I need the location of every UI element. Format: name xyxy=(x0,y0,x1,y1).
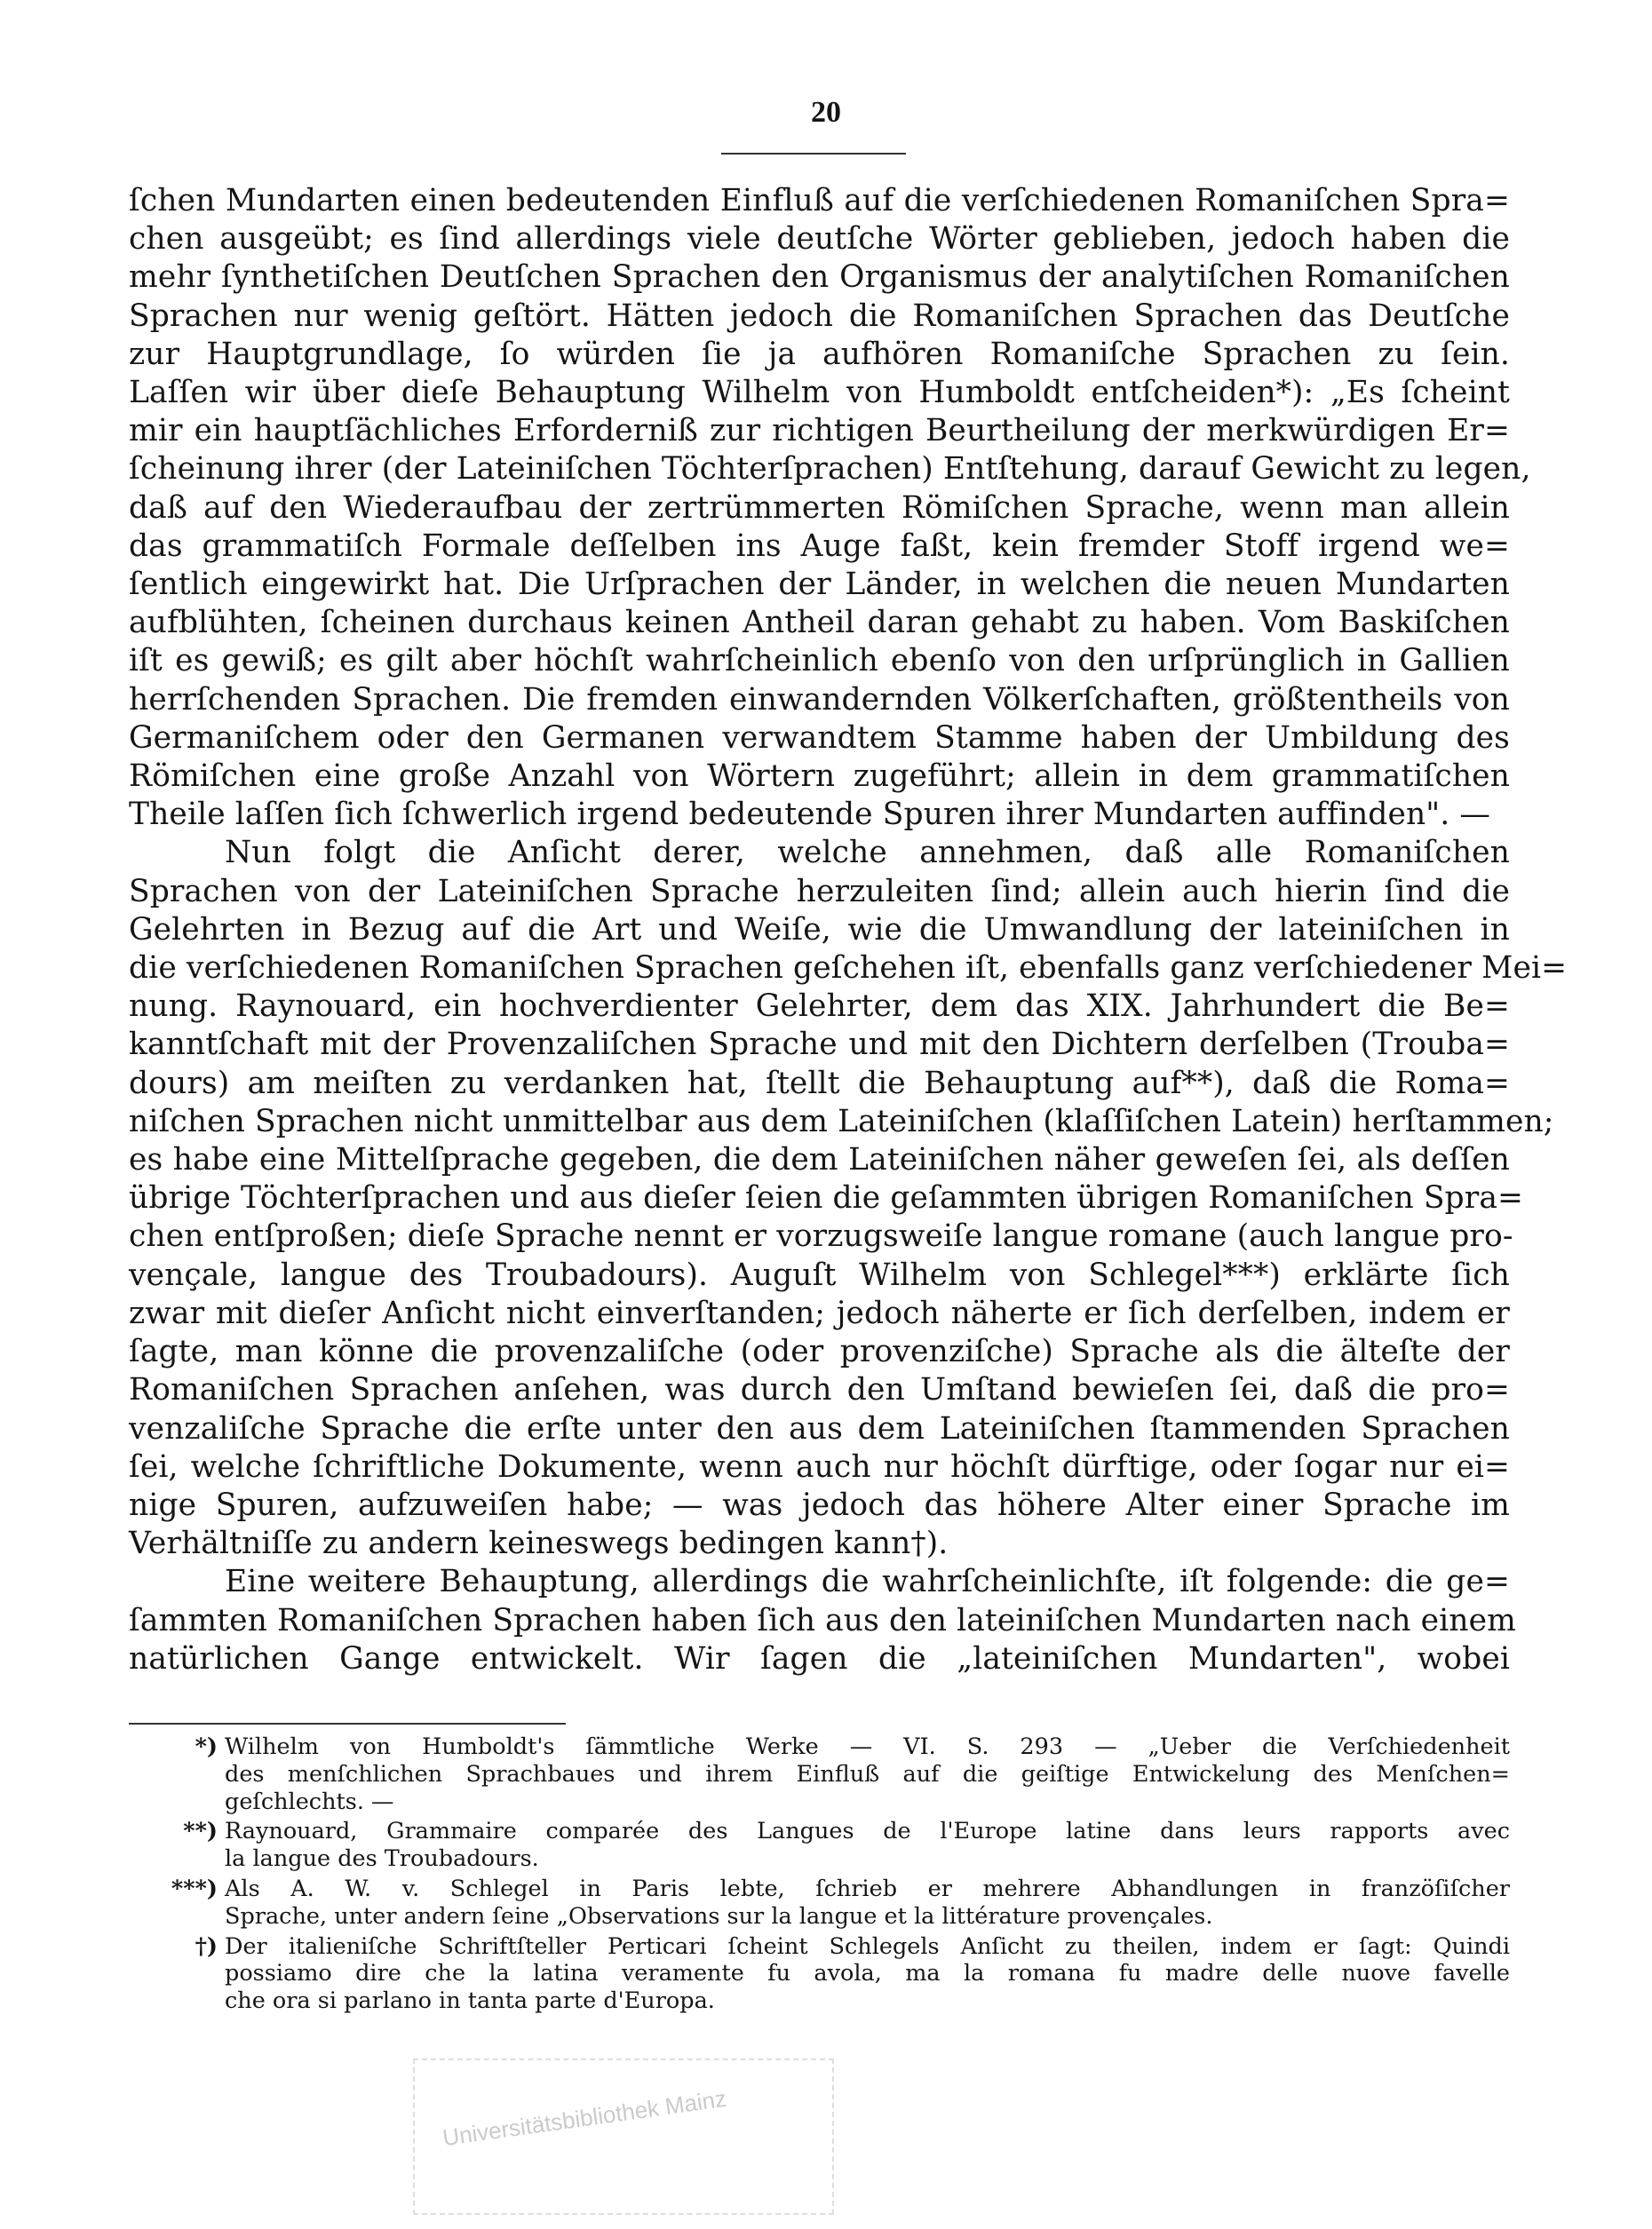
body-text xyxy=(129,182,1568,1678)
header-rule xyxy=(721,153,906,155)
footnote-mark: *) xyxy=(195,1733,218,1760)
footnote-line: Der italieniſche Schriftſteller Perticari ſcheint Schlegels Anſicht zu theilen, indem er ſagt: Quindi xyxy=(225,1932,1510,1960)
footnote xyxy=(129,1933,1510,2015)
body-line: Theile laſſen ſich ſchwerlich irgend bedeutende Spuren ihrer Mundarten auffinden". — xyxy=(129,797,1491,833)
footnote-line: che ora si parlano in tanta parte d'Europa. xyxy=(225,1987,715,2015)
body-line: nung. Raynouard, ein hochverdienter Gelehrter, dem das XIX. Jahrhundert die Be= xyxy=(129,988,1510,1025)
body-line: Sprachen nur wenig geſtört. Hätten jedoch die Romaniſchen Sprachen das Deutſche xyxy=(129,297,1510,334)
footnote xyxy=(129,1876,1510,1931)
body-line: dours) am meiſten zu verdanken hat, ſtellt die Behauptung auf**), daß die Roma= xyxy=(129,1065,1510,1101)
body-line: das grammatiſch Formale deſſelben ins Auge faßt, kein fremder Stoff irgend we= xyxy=(129,528,1510,564)
body-line: ſentlich eingewirkt hat. Die Urſprachen der Länder, in welchen die neuen Mundarten xyxy=(129,567,1510,603)
body-line: niſchen Sprachen nicht unmittelbar aus dem Lateiniſchen (klaſſiſchen Latein) herſtammen; xyxy=(129,1103,1554,1139)
footnote xyxy=(129,1818,1510,1873)
body-line: zwar mit dieſer Anſicht nicht einverſtanden; jedoch näherte er ſich derſelben, indem er xyxy=(129,1295,1510,1331)
body-line: chen ausgeübt; es ſind allerdings viele deutſche Wörter geblieben, jedoch haben die xyxy=(129,221,1510,258)
body-line: aufblühten, ſcheinen durchaus keinen Antheil daran gehabt zu haben. Vom Baskiſchen xyxy=(129,605,1510,641)
footnote-mark: **) xyxy=(183,1818,218,1845)
body-line: ſammten Romaniſchen Sprachen haben ſich aus den lateiniſchen Mundarten nach einem xyxy=(129,1602,1516,1638)
body-line: mehr ſynthetiſchen Deutſchen Sprachen den Organismus der analytiſchen Romaniſchen xyxy=(129,259,1510,296)
body-line: Verhältniſſe zu andern keineswegs bedingen kann†). xyxy=(129,1526,949,1562)
body-line: Laſſen wir über dieſe Behauptung Wilhelm von Humboldt entſcheiden*): „Es ſcheint xyxy=(129,375,1510,411)
body-line: chen entſproßen; dieſe Sprache nennt er vorzugsweiſe langue romane (auch langue pro- xyxy=(129,1218,1513,1255)
footnote-line: Sprache, unter andern ſeine „Observations sur la langue et la littérature provençales. xyxy=(225,1902,1213,1930)
body-line: zur Hauptgrundlage, ſo würden ſie ja aufhören Romaniſche Sprachen zu ſein. xyxy=(129,336,1510,372)
body-line: ſchen Mundarten einen bedeutenden Einfluß auf die verſchiedenen Romaniſchen Spra= xyxy=(129,183,1510,218)
body-line: Gelehrten in Bezug auf die Art und Weiſe, wie die Umwandlung der lateiniſchen in xyxy=(129,911,1510,948)
body-line: Germaniſchem oder den Germanen verwandtem Stamme haben der Umbildung des xyxy=(129,719,1510,756)
body-line: natürlichen Gange entwickelt. Wir ſagen die „lateiniſchen Mundarten", wobei xyxy=(129,1640,1510,1677)
body-line: Römiſchen eine große Anzahl von Wörtern zugeführt; allein in dem grammatiſchen xyxy=(129,758,1510,795)
body-line: venzaliſche Sprache die erſte unter den aus dem Lateiniſchen ſtammenden Sprachen xyxy=(129,1410,1510,1447)
body-line: vençale, langue des Troubadours). Auguſt Wilhelm von Schlegel***) erklärte ſich xyxy=(129,1257,1510,1293)
body-line: mir ein hauptſächliches Erforderniß zur richtigen Beurtheilung der merkwürdigen Er= xyxy=(129,413,1510,449)
body-line: Sprachen von der Lateiniſchen Sprache herzuleiten ſind; allein auch hierin ſind die xyxy=(129,873,1510,909)
footnote-mark: †) xyxy=(195,1932,218,1960)
library-stamp xyxy=(413,2058,834,2215)
footnote xyxy=(129,1733,1510,1815)
page-number: 20 xyxy=(811,96,841,129)
footnote-line: Raynouard, Grammaire comparée des Langues de l'Europe latine dans leurs rapports avec xyxy=(225,1818,1510,1845)
footnotes xyxy=(129,1733,1510,2018)
body-line: ſei, welche ſchriftliche Dokumente, wenn auch nur höchſt dürftige, oder ſogar nur ei= xyxy=(129,1448,1510,1485)
footnote-mark: ***) xyxy=(171,1875,218,1902)
footnote-rule xyxy=(129,1723,566,1725)
footnote-line: la langue des Troubadours. xyxy=(225,1845,539,1873)
body-line: daß auf den Wiederaufbau der zertrümmerten Römiſchen Sprache, wenn man allein xyxy=(129,489,1510,526)
body-line: herrſchenden Sprachen. Die fremden einwandernden Völkerſchaften, größtentheils von xyxy=(129,681,1510,718)
footnote-line: possiamo dire che la latina veramente fu avola, ma la romana fu madre delle nuove favelle xyxy=(225,1960,1510,1987)
body-line: ſagte, man könne die provenzaliſche (oder provenziſche) Sprache als die älteſte der xyxy=(129,1334,1510,1370)
footnote-line: Als A. W. v. Schlegel in Paris lebte, ſchrieb er mehrere Abhandlungen in franzöſiſcher xyxy=(225,1875,1510,1902)
body-line: Eine weitere Behauptung, allerdings die wahrſcheinlichſte, iſt folgende: die ge= xyxy=(225,1564,1510,1600)
body-line: Nun folgt die Anſicht derer, welche annehmen, daß alle Romaniſchen xyxy=(225,835,1510,871)
body-line: nige Spuren, aufzuweiſen habe; — was jedoch das höhere Alter einer Sprache im xyxy=(129,1487,1510,1523)
footnote-line: des menſchlichen Sprachbaues und ihrem Einfluß auf die geiſtige Entwickelung des Menſchen= xyxy=(225,1760,1510,1788)
body-line: Romaniſchen Sprachen anſehen, was durch den Umſtand bewieſen ſei, daß die pro= xyxy=(129,1372,1510,1408)
body-line: die verſchiedenen Romaniſchen Sprachen geſchehen iſt, ebenfalls ganz verſchiedener Mei= xyxy=(129,950,1568,987)
body-line: es habe eine Mittelſprache gegeben, die dem Lateiniſchen näher geweſen ſei, als deſſen xyxy=(129,1142,1510,1178)
body-line: übrige Töchterſprachen und aus dieſer ſeien die geſammten übrigen Romaniſchen Spra= xyxy=(129,1180,1524,1217)
library-stamp-text: Universitätsbibliothek Mainz xyxy=(441,2084,728,2152)
body-line: kanntſchaft mit der Provenzaliſchen Sprache und mit den Dichtern derſelben (Trouba= xyxy=(129,1027,1510,1063)
footnote-line: geſchlechts. — xyxy=(225,1788,394,1815)
body-line: ſcheinung ihrer (der Lateiniſchen Töchterſprachen) Entſtehung, darauf Gewicht zu legen, xyxy=(129,451,1531,488)
footnote-line: Wilhelm von Humboldt's ſämmtliche Werke — VI. S. 293 — „Ueber die Verſchiedenheit xyxy=(225,1733,1510,1760)
body-line: iſt es gewiß; es gilt aber höchſt wahrſcheinlich ebenſo von den urſprünglich in Gallien xyxy=(129,643,1510,679)
